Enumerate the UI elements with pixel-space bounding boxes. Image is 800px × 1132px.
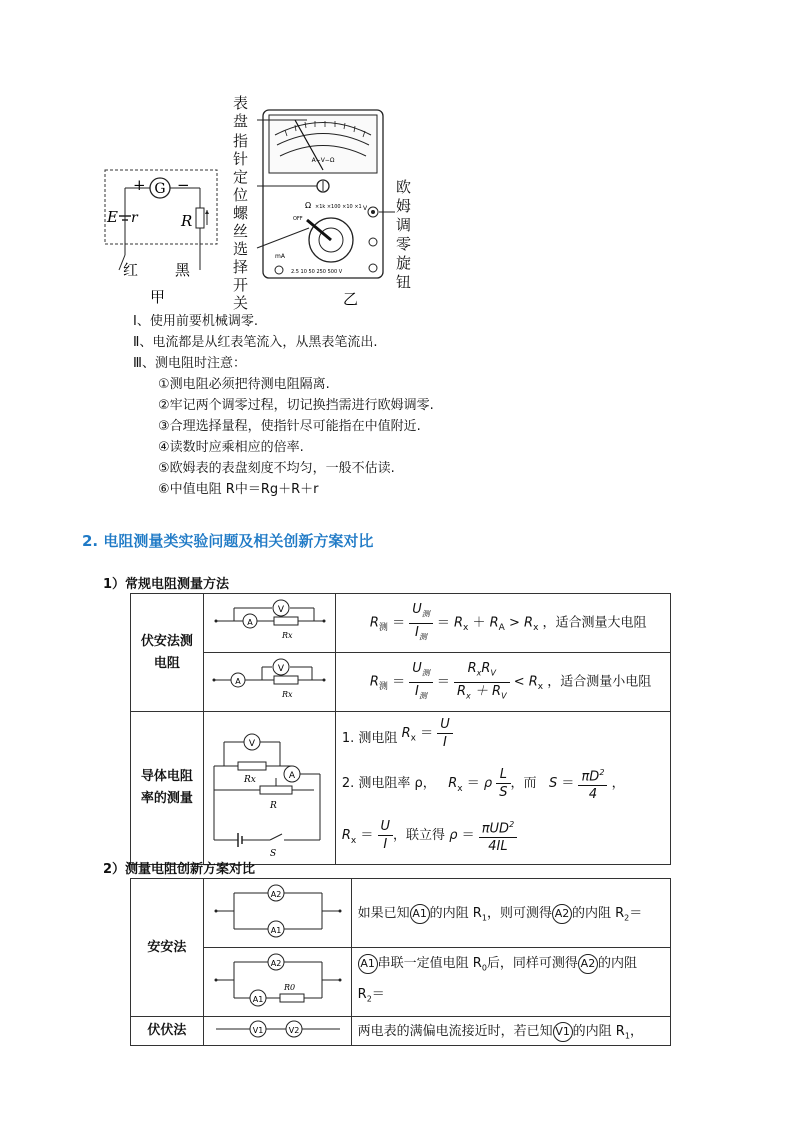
a2-badge: A2 xyxy=(578,954,598,974)
note-2: Ⅱ、电流都是从红表笔流入，从黑表笔流出. xyxy=(133,335,378,350)
notes-block xyxy=(133,311,378,374)
ammeter-symbol: A xyxy=(288,771,295,781)
sub-note-5: ⑤欧姆表的表盘刻度不均匀，一般不估读. xyxy=(158,461,395,476)
multimeter-figure xyxy=(95,90,425,315)
source-e-label: E xyxy=(107,208,118,226)
ammeter-a1-symbol: A1 xyxy=(270,926,281,935)
ammeter-a2-symbol: A2 xyxy=(270,959,281,968)
a1-badge: A1 xyxy=(358,954,378,974)
a2-badge: A2 xyxy=(552,904,572,924)
row-label-voltammetry: 伏安法测电阻 xyxy=(131,594,204,712)
caption-jia: 甲 xyxy=(150,288,166,306)
circuit-vv-series xyxy=(203,1017,351,1046)
subsection-1-title: 1）常规电阻测量方法 xyxy=(103,577,230,592)
rx-label: Rx xyxy=(243,775,256,785)
voltmeter-symbol: V xyxy=(277,605,284,615)
v1-badge: V1 xyxy=(553,1022,573,1042)
text-vv-series: 两电表的满偏电流接近时，若已知 V1 的内阻 $R_1$， xyxy=(351,1017,670,1046)
ammeter-symbol: A xyxy=(247,618,253,627)
sub-notes-block xyxy=(158,374,434,500)
ammeter-a2-symbol: A2 xyxy=(270,890,281,899)
red-probe-label: 红 xyxy=(123,261,139,279)
r0-label: R0 xyxy=(283,983,295,992)
callout-ohm-knob: 欧姆调零旋钮 xyxy=(396,178,412,291)
sub-note-4: ④读数时应乘相应的倍率. xyxy=(158,440,304,455)
row-label-voltmeter-voltmeter: 伏伏法 xyxy=(131,1017,204,1046)
ammeter-symbol: A xyxy=(235,677,241,686)
row-label-resistivity: 导体电阻率的测量 xyxy=(131,712,204,865)
note-3: Ⅲ、测电阻时注意： xyxy=(133,356,246,371)
row-label-ammeter-ammeter: 安安法 xyxy=(131,879,204,1017)
circuit-resistivity xyxy=(203,712,335,865)
circuit-internal-ammeter xyxy=(203,653,335,712)
table-innovative-methods xyxy=(130,878,671,1046)
formula-external-ammeter: $R_测$ ＝ $\frac{U_测}{I_测}$ ＝ $R_x + R_A > R_x$ ，适合测量大电阻 xyxy=(335,594,670,653)
text-aa-series: A1 串联一定值电阻 $R_0$后，同样可测得 A2 的内阻 $R_2=$ xyxy=(351,948,670,1017)
s-label: S xyxy=(269,849,277,859)
sub-note-6: ⑥中值电阻 R中＝Rg＋R＋r xyxy=(158,482,319,497)
text-aa-parallel: 如果已知 A1 的内阻 $R_1$，则可测得 A2 的内阻 $R_2=$ xyxy=(351,879,670,948)
voltmeter-v1-symbol: V1 xyxy=(252,1026,263,1035)
source-r-label: r xyxy=(131,210,138,226)
r-label: R xyxy=(269,801,277,811)
galvanometer-symbol: G xyxy=(154,181,166,197)
sub-note-3: ③合理选择量程，使指针尽可能指在中值附近. xyxy=(158,419,421,434)
a1-badge: A1 xyxy=(410,904,430,924)
meter-scale-text: A−V−Ω xyxy=(311,157,335,164)
circuit-aa-series-r0 xyxy=(203,948,351,1017)
circuit-external-ammeter xyxy=(203,594,335,653)
v-label: V xyxy=(363,205,368,212)
sub-note-1: ①测电阻必须把待测电阻隔离. xyxy=(158,377,330,392)
off-label: OFF xyxy=(293,216,303,222)
callout-selector: 选择开关 xyxy=(233,240,249,312)
rx-label: Rx xyxy=(281,690,293,699)
formula-resistivity: 1. 测电阻 $R_x$ ＝ $\frac{U}{I}$ 2. 测电阻率 ρ， $R_x = \rho$ $\frac{L}{S}$ ，而 S ＝ $\frac{\pi D^2}{4}$ ， $R_x$ ＝ $\frac{U}{I}$ ，联立得 ρ ＝ $\frac{\pi UD^2}{4IL}$ xyxy=(335,712,670,865)
caption-yi: 乙 xyxy=(343,290,359,308)
black-probe-label: 黑 xyxy=(175,261,191,279)
voltmeter-v2-symbol: V2 xyxy=(288,1026,299,1035)
resistor-r-label: R xyxy=(181,212,193,230)
subsection-2-title: 2）测量电阻创新方案对比 xyxy=(103,862,256,877)
note-1: Ⅰ、使用前要机械调零. xyxy=(133,314,258,329)
range-text: ×1k ×100 ×10 ×1 xyxy=(315,204,362,210)
formula-internal-ammeter: $R_测$ ＝ $\frac{U_测}{I_测}$ ＝ $\frac{R_xR_V}{R_x + R_V}$ < $R_x$ ，适合测量小电阻 xyxy=(335,653,670,712)
ma-label: mA xyxy=(275,253,285,260)
ohm-label: Ω xyxy=(305,201,312,210)
callout-screw: 指针定位螺丝 xyxy=(233,132,249,240)
callout-dial: 表盘 xyxy=(233,94,249,130)
plus-sign: + xyxy=(133,176,146,194)
sub-note-2: ②牢记两个调零过程，切记换挡需进行欧姆调零. xyxy=(158,398,434,413)
ammeter-a1-symbol: A1 xyxy=(252,995,263,1004)
rx-label: Rx xyxy=(281,631,293,640)
circuit-aa-parallel xyxy=(203,879,351,948)
voltmeter-symbol: V xyxy=(248,739,255,749)
voltmeter-symbol: V xyxy=(277,664,284,674)
table-conventional-methods xyxy=(130,593,671,865)
minus-sign: − xyxy=(177,176,190,194)
bottom-scale: 2.5 10 50 250 500 V xyxy=(291,269,343,275)
section-title: 2. 电阻测量类实验问题及相关创新方案对比 xyxy=(82,532,374,550)
